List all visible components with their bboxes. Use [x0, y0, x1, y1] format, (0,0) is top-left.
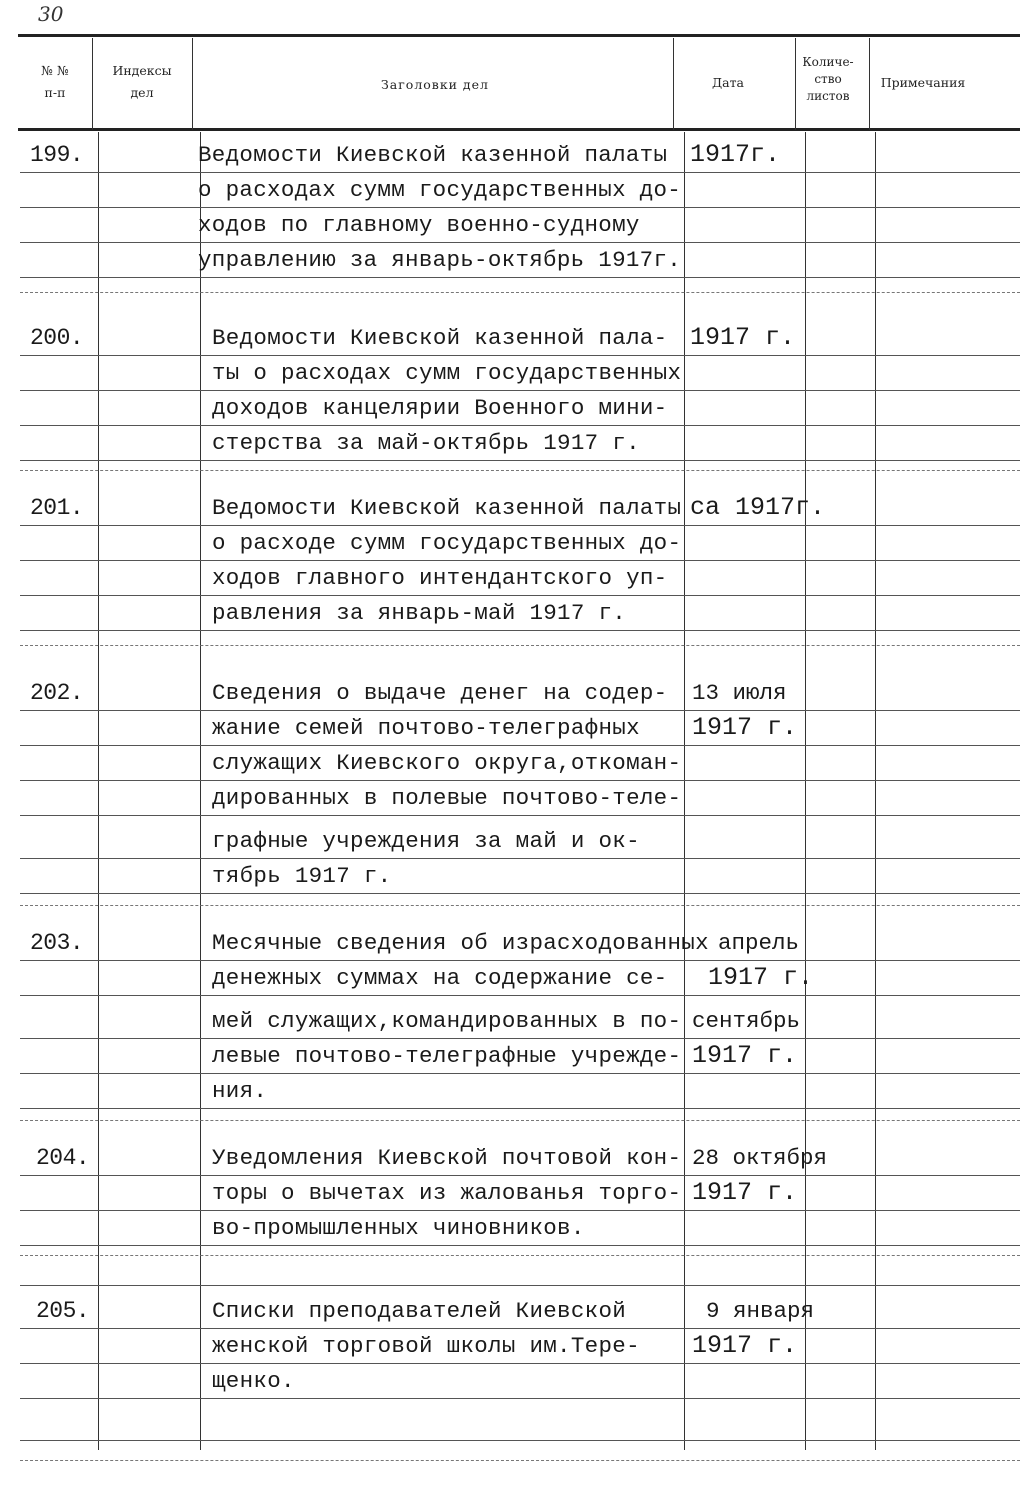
- column-divider: [200, 132, 201, 1450]
- record-title-line: Ведомости Киевской казенной палаты: [212, 495, 682, 521]
- record-title-line: Ведомости Киевской казенной палаты: [198, 142, 668, 168]
- ruled-line: [20, 1363, 1020, 1364]
- ruled-line: [20, 1328, 1020, 1329]
- record-title-line: женской торговой школы им.Тере-: [212, 1333, 640, 1359]
- header-notes: Примечания: [880, 75, 966, 90]
- record-number: 205.: [36, 1298, 90, 1324]
- ruled-line-faint: [20, 645, 1020, 646]
- ruled-line: [20, 172, 1020, 173]
- record-date: 1917 г.: [692, 713, 798, 742]
- ruled-line: [20, 780, 1020, 781]
- ruled-line: [20, 630, 1020, 631]
- record-title-line: Уведомления Киевской почтовой кон-: [212, 1145, 682, 1171]
- ruled-line: [20, 425, 1020, 426]
- ruled-line: [20, 595, 1020, 596]
- record-number: 203.: [30, 930, 84, 956]
- record-date: 28 октября: [692, 1145, 828, 1171]
- ruled-line: [20, 815, 1020, 816]
- record-title-line: тябрь 1917 г.: [212, 863, 392, 889]
- record-date: са 1917г.: [690, 493, 826, 522]
- ruled-line: [20, 858, 1020, 859]
- ruled-line: [20, 893, 1020, 894]
- ruled-line: [20, 1038, 1020, 1039]
- record-date: 13 июля: [692, 680, 787, 706]
- ruled-line: [20, 560, 1020, 561]
- record-title-line: левые почтово-телеграфные учрежде-: [212, 1043, 682, 1069]
- record-number: 199.: [30, 142, 84, 168]
- ruled-line: [20, 525, 1020, 526]
- record-number: 200.: [30, 325, 84, 351]
- record-date: 1917 г.: [708, 963, 814, 992]
- ruled-line: [20, 1108, 1020, 1109]
- record-title-line: ходов по главному военно-судному: [198, 212, 640, 238]
- record-title-line: равления за январь-май 1917 г.: [212, 600, 627, 626]
- ruled-line-faint: [20, 470, 1020, 471]
- record-date: 1917 г.: [692, 1178, 798, 1207]
- record-date: 1917 г.: [692, 1331, 798, 1360]
- column-divider: [673, 38, 674, 130]
- record-title-line: ния.: [212, 1078, 268, 1104]
- record-title-line: Сведения о выдаче денег на содер-: [212, 680, 668, 706]
- ruled-line-faint: [20, 1120, 1020, 1121]
- record-title-line: графные учреждения за май и ок-: [212, 828, 640, 854]
- ruled-line-faint: [20, 292, 1020, 293]
- record-title-line: ходов главного интендантского уп-: [212, 565, 668, 591]
- ruled-line: [20, 242, 1020, 243]
- record-date: 9 января: [706, 1298, 815, 1324]
- record-number: 204.: [36, 1145, 90, 1171]
- record-date: 1917г.: [690, 140, 781, 169]
- record-number: 202.: [30, 680, 84, 706]
- ruled-line: [20, 1175, 1020, 1176]
- record-title-line: Месячные сведения об израсходованных: [212, 930, 709, 956]
- ruled-line: [20, 1285, 1020, 1286]
- header-sheet-count: [797, 54, 859, 105]
- ruled-line: [20, 960, 1020, 961]
- record-date: 1917 г.: [692, 1041, 798, 1070]
- ruled-line: [20, 995, 1020, 996]
- ruled-line: [20, 710, 1020, 711]
- column-divider: [192, 38, 193, 130]
- column-divider: [92, 38, 93, 130]
- ruled-line: [20, 355, 1020, 356]
- record-date: апрель: [718, 930, 800, 956]
- record-title-line: щенко.: [212, 1368, 295, 1394]
- header-count-line: листов: [806, 89, 850, 103]
- column-divider: [684, 132, 685, 1450]
- ruled-line: [20, 207, 1020, 208]
- ruled-line: [20, 1245, 1020, 1246]
- header-count-line: Количе-: [802, 55, 854, 69]
- ruled-line: [20, 277, 1020, 278]
- ruled-line: [20, 460, 1020, 461]
- record-title-line: Ведомости Киевской казенной пала-: [212, 325, 668, 351]
- header-number-label: № №: [41, 63, 69, 78]
- header-index: [96, 60, 188, 104]
- record-title-line: мей служащих,командированных в по-: [212, 1008, 682, 1034]
- record-title-line: управлению за январь-октябрь 1917г.: [198, 247, 682, 273]
- header-top-rule: [18, 34, 1020, 37]
- ruled-line: [20, 1398, 1020, 1399]
- header-number-sub: п-п: [44, 85, 66, 100]
- record-title-line: дированных в полевые почтово-теле-: [212, 785, 682, 811]
- record-title-line: жание семей почтово-телеграфных: [212, 715, 640, 741]
- record-title-line: во-промышленных чиновников.: [212, 1215, 585, 1241]
- ruled-line: [20, 1073, 1020, 1074]
- ruled-line: [20, 1210, 1020, 1211]
- record-title-line: денежных суммах на содержание се-: [212, 965, 668, 991]
- column-divider: [98, 132, 99, 1450]
- header-date: Дата: [712, 75, 744, 90]
- header-number: [20, 60, 90, 104]
- column-divider: [875, 132, 876, 1450]
- ruled-line-faint: [20, 1255, 1020, 1256]
- column-divider: [869, 38, 870, 130]
- page-number: 30: [38, 2, 64, 26]
- header-titles: Заголовки дел: [381, 77, 489, 92]
- ruled-line: [20, 745, 1020, 746]
- ruled-line-faint: [20, 905, 1020, 906]
- record-title-line: ты о расходах сумм государственных: [212, 360, 682, 386]
- header-count-line: ство: [814, 72, 842, 86]
- ruled-line: [20, 1440, 1020, 1441]
- ruled-line-faint: [20, 1460, 1020, 1461]
- record-title-line: о расходе сумм государственных до-: [212, 530, 682, 556]
- record-title-line: о расходах сумм государственных до-: [198, 177, 682, 203]
- record-title-line: служащих Киевского округа,откоман-: [212, 750, 682, 776]
- record-title-line: стерства за май-октябрь 1917 г.: [212, 430, 640, 456]
- record-number: 201.: [30, 495, 84, 521]
- ruled-line: [20, 390, 1020, 391]
- column-divider: [795, 38, 796, 130]
- record-title-line: доходов канцелярии Военного мини-: [212, 395, 668, 421]
- record-date: 1917 г.: [690, 323, 796, 352]
- header-index-label: Индексы: [112, 63, 172, 78]
- column-divider: [805, 132, 806, 1450]
- record-title-line: торы о вычетах из жалованья торго-: [212, 1180, 682, 1206]
- record-date: сентябрь: [692, 1008, 801, 1034]
- header-index-sub: дел: [130, 85, 154, 100]
- record-title-line: Списки преподавателей Киевской: [212, 1298, 627, 1324]
